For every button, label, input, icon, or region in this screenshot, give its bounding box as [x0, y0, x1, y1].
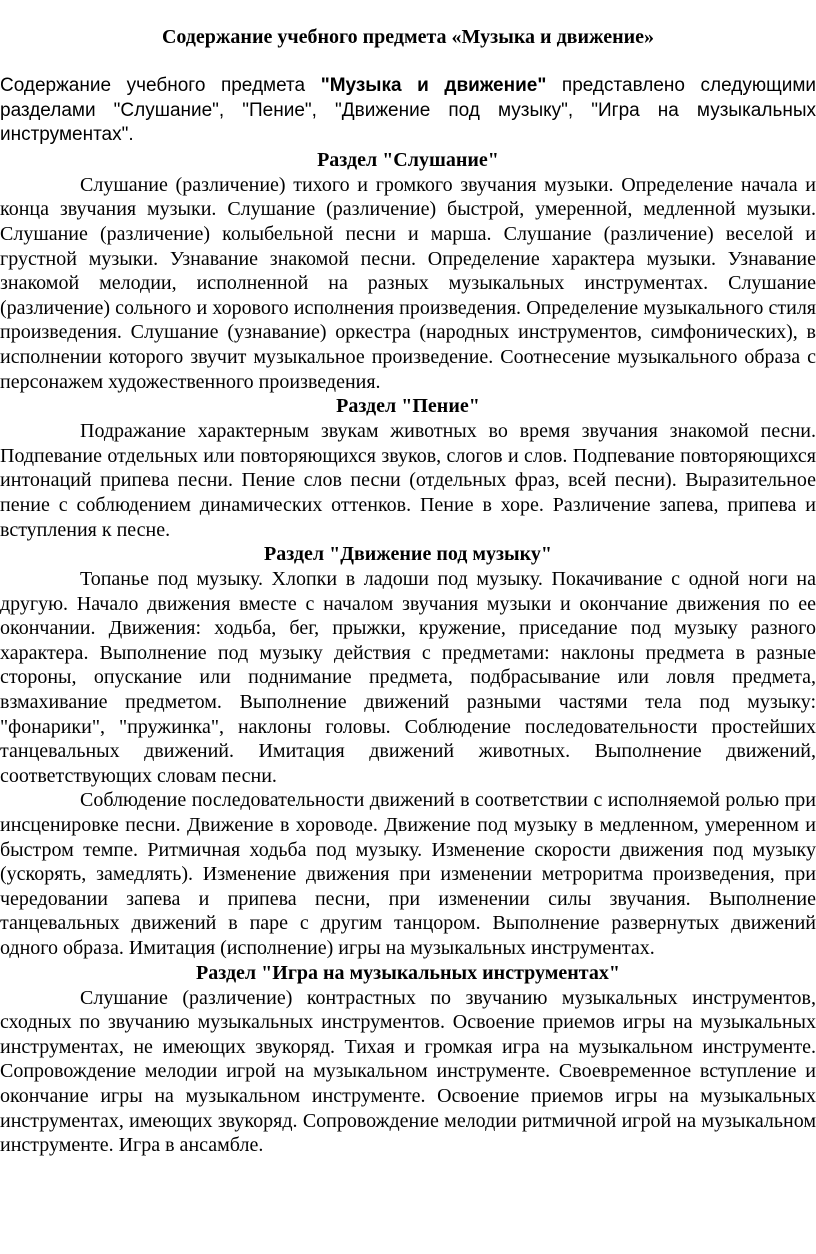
- section-paragraph-listening: Слушание (различение) тихого и громкого звучания музыки. Определение начала и конца звучания музыки. Слушание (различение) быстрой, умеренной, медленной музыки. Слушание (различение) колыбельной песни и марша. Слушание (различение) веселой и грустной музыки. Узнавание знакомой песни. Определение характера музыки. Узнавание знакомой мелодии, исполненной на разных музыкальных инструментах. Слушание (различение) сольного и хорового исполнения произведения. Определение музыкального стиля произведения. Слушание (узнавание) оркестра (народных инструментов, симфонических), в исполнении которого звучит музыкальное произведение. Соотнесение музыкального образа с персонажем художественного произведения.: [0, 173, 816, 393]
- section-paragraph-singing: Подражание характерным звукам животных во время звучания знакомой песни. Подпевание отдельных или повторяющихся звуков, слогов и слов. Подпевание повторяющихся интонаций припева песни. Пение слов песни (отдельных фраз, всей песни). Выразительное пение с соблюдением динамических оттенков. Пение в хоре. Различение запева, припева и вступления к песне.: [0, 420, 816, 541]
- section-heading-singing: Раздел "Пение": [336, 395, 480, 418]
- intro-text-start: Содержание учебного предмета: [0, 75, 321, 96]
- page-title: Содержание учебного предмета «Музыка и движение»: [161, 26, 655, 48]
- intro-text-end: представлено следующими разделами "Слушание", "Пение", "Движение под музыку", "Игра на музыкальных инструментах".: [0, 75, 816, 146]
- document-body: [0, 74, 816, 1158]
- section-paragraph-movement-1: Топанье под музыку. Хлопки в ладоши под музыку. Покачивание с одной ноги на другую. Начало движения вместе с началом звучания музыки и окончание движения по ее окончании. Движения: ходьба, бег, прыжки, кружение, приседание под музыку разного характера. Выполнение под музыку действия с предметами: наклоны предмета в разные стороны, опускание или поднимание предмета, подбрасывание или ловля предмета, взмахивание предметом. Выполнение движений разными частями тела под музыку: "фонарики", "пружинка", наклоны головы. Соблюдение последовательности простейших танцевальных движений. Имитация движений животных. Выполнение движений, соответствующих словам песни.: [0, 568, 816, 787]
- section-heading-listening: Раздел "Слушание": [317, 148, 499, 171]
- section-heading-instruments: Раздел "Игра на музыкальных инструментах": [196, 961, 620, 984]
- section-paragraph-movement-2: Соблюдение последовательности движений в соответствии с исполняемой ролью при инсценировке песни. Движение в хороводе. Движение под музыку в медленном, умеренном и быстром темпе. Ритмичная ходьба под музыку. Изменение скорости движения под музыку (ускорять, замедлять). Изменение движения при изменении метроритма произведения, при чередовании запева и припева песни, при изменении силы звучания. Выполнение танцевальных движений в паре с другим танцором. Выполнение развернутых движений одного образа. Имитация (исполнение) игры на музыкальных инструментах.: [0, 789, 816, 959]
- intro-paragraph: [0, 74, 816, 148]
- section-heading-movement: Раздел "Движение под музыку": [263, 543, 553, 566]
- intro-subject-name: "Музыка и движение": [320, 75, 547, 96]
- section-paragraph-instruments: Слушание (различение) контрастных по звучанию музыкальных инструментов, сходных по звучанию музыкальных инструментов. Освоение приемов игры на музыкальных инструментах, не имеющих звукоряд. Тихая и громкая игра на музыкальном инструменте. Сопровождение мелодии игрой на музыкальном инструменте. Своевременное вступление и окончание игры на музыкальном инструменте. Освоение приемов игры на музыкальных инструментах, имеющих звукоряд. Сопровождение мелодии ритмичной игрой на музыкальном инструменте. Игра в ансамбле.: [0, 986, 816, 1157]
